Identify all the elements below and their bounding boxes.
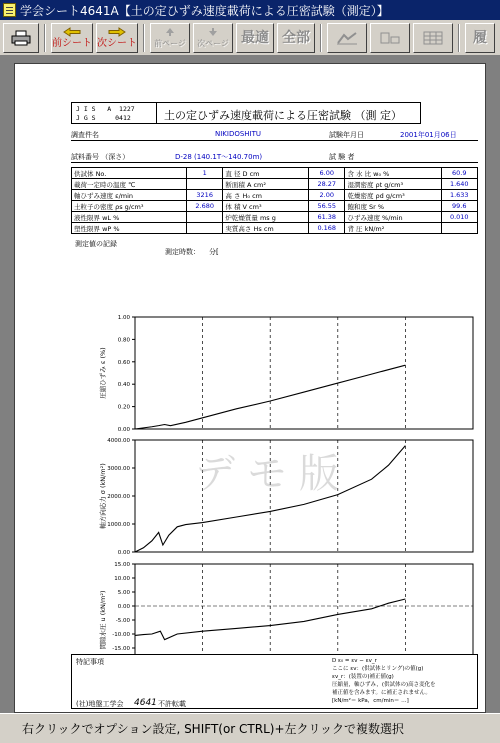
sample-value: D-28 (140.1T～140.70m) xyxy=(175,153,263,161)
toolbar-separator xyxy=(320,24,322,52)
table-value: 3216 xyxy=(186,190,222,201)
y-tick-label: 4000.00 xyxy=(107,438,130,444)
chart-caption-mid-value: 分[ xyxy=(209,248,219,256)
header-divider xyxy=(156,103,157,123)
table-label: 含 水 比 w₀ % xyxy=(345,168,441,179)
all-label: 全部 xyxy=(282,29,310,46)
table-value: 61.38 xyxy=(309,212,345,223)
table-label: 体 積 V cm³ xyxy=(223,201,309,212)
next-page-button[interactable] xyxy=(193,23,233,53)
latest-label: 最適 xyxy=(241,29,269,46)
table-value: 28.27 xyxy=(309,179,345,190)
table-label: 高 さ H₀ cm xyxy=(223,190,309,201)
table-label: 乾燥密度 ρd g/cm³ xyxy=(345,190,441,201)
y-tick-label: 1.00 xyxy=(117,315,130,321)
prev-sheet-label: 前シート xyxy=(52,38,92,49)
y-tick-label: 0.40 xyxy=(117,382,130,389)
plot-frame xyxy=(135,564,473,654)
y-tick-label: 0.20 xyxy=(117,404,130,411)
table-value: 99.6 xyxy=(441,201,477,212)
standard-codes: J I S A 1227 J G S 0412 xyxy=(76,105,135,122)
table-label: 実質高さ Hs cm xyxy=(223,223,309,234)
footer-note: εv_r：(装置の)補正値(g) xyxy=(332,674,394,680)
footer-org: (社)地盤工学会 xyxy=(76,700,124,708)
survey-value: NIKIDOSHITU xyxy=(215,130,262,138)
y-tick-label: 0.00 xyxy=(117,604,130,610)
table-icon xyxy=(422,32,444,44)
arrow-left-icon xyxy=(62,26,82,38)
latest-button[interactable] xyxy=(236,23,274,53)
sheet-title: 土の定ひずみ速度載荷による圧密試験 （測 定） xyxy=(164,109,402,122)
footer-note: ここに εv：(供試体とリング)の値(g) xyxy=(332,666,424,672)
date-value: 2001年01月06日 xyxy=(400,131,457,139)
footer-note: D ε₀ = εv − εv_r xyxy=(332,658,377,664)
table-row xyxy=(72,179,478,190)
table-row xyxy=(72,212,478,223)
chart-caption-mid: 測定時数： xyxy=(165,248,200,256)
sheet-header xyxy=(71,102,421,124)
footer-note: [kN/m²＝ kPa，cm/min＝ …] xyxy=(332,698,409,704)
table-label: 塑性限界 wP % xyxy=(72,223,187,234)
arrow-right-icon xyxy=(107,26,127,38)
y-tick-label: 15.00 xyxy=(114,562,130,568)
next-sheet-label: 次シート xyxy=(97,38,137,49)
table-value: 60.9 xyxy=(441,168,477,179)
date-label: 試験年月日 xyxy=(329,131,364,139)
tester-label: 試 験 者 xyxy=(329,153,355,161)
survey-underline xyxy=(71,140,478,141)
status-text: 右クリックでオプション設定, SHIFT(or CTRL)+左クリックで複数選択 xyxy=(22,722,405,736)
table-row xyxy=(72,223,478,234)
all-button[interactable] xyxy=(277,23,315,53)
footer-notes-box xyxy=(71,654,478,709)
table-label: ひずみ速度 %/min xyxy=(345,212,441,223)
document-view[interactable] xyxy=(0,56,500,713)
table-label: 断面積 A cm² xyxy=(223,179,309,190)
y-axis-label: 軸方向応力 σ (kN/m²) xyxy=(99,463,107,529)
table-value: 1.633 xyxy=(441,190,477,201)
table-row xyxy=(72,168,478,179)
chart-caption-left: 測定値の記録 xyxy=(75,240,117,248)
y-tick-label: 0.00 xyxy=(117,427,130,433)
demo-watermark: デモ版 xyxy=(195,451,351,497)
y-tick-label: 3000.00 xyxy=(107,466,130,472)
plot-frame xyxy=(135,317,473,429)
table-value xyxy=(441,223,477,234)
settings-icon xyxy=(379,32,401,44)
y-tick-label: -15.00 xyxy=(112,646,130,652)
footer-label: 特記事項 xyxy=(76,658,104,666)
sample-label: 試料番号 （深さ） xyxy=(71,153,130,161)
table-value: 0.010 xyxy=(441,212,477,223)
table-tool-button[interactable] xyxy=(413,23,453,53)
test-conditions-table xyxy=(71,167,478,234)
y-tick-label: -10.00 xyxy=(112,632,130,638)
table-value xyxy=(186,223,222,234)
arrow-down-icon xyxy=(208,26,218,38)
footer-note: 圧縮量，軸ひずみ，(供試体の)高さ変化を xyxy=(332,682,436,688)
table-label: 背 圧 kN/m² xyxy=(345,223,441,234)
table-value: 6.00 xyxy=(309,168,345,179)
table-label: 供試体 No. xyxy=(72,168,187,179)
table-value: 1.640 xyxy=(441,179,477,190)
y-tick-label: 10.00 xyxy=(114,576,130,582)
y-tick-label: 5.00 xyxy=(117,590,130,596)
app-icon xyxy=(3,3,16,17)
table-label: 炉乾燥質量 ms g xyxy=(223,212,309,223)
table-label: 湿潤密度 ρt g/cm³ xyxy=(345,179,441,190)
table-label: 直 径 D cm xyxy=(223,168,309,179)
prev-page-label: 前ページ xyxy=(154,39,186,48)
table-value: 56.55 xyxy=(309,201,345,212)
footer-notes xyxy=(332,657,436,705)
next-page-label: 次ページ xyxy=(197,39,229,48)
table-value xyxy=(186,179,222,190)
table-value: 2.680 xyxy=(186,201,222,212)
table-label: 載荷一定時の温度 ℃ xyxy=(72,179,187,190)
title-bar xyxy=(0,0,500,20)
settings-tool-button[interactable] xyxy=(370,23,410,53)
toolbar-separator xyxy=(458,24,460,52)
table-row xyxy=(72,190,478,201)
toolbar xyxy=(0,20,500,56)
next-sheet-button[interactable] xyxy=(96,23,138,53)
toolbar-separator xyxy=(143,24,145,52)
y-tick-label: 0.00 xyxy=(117,550,130,556)
table-row xyxy=(72,201,478,212)
table-label: 土粒子の密度 ρs g/cm³ xyxy=(72,201,187,212)
y-axis-label: 間隙水圧 u (kN/m²) xyxy=(99,590,107,650)
window-title: 学会シート4641A【土の定ひずみ速度載荷による圧密試験（測定）】 xyxy=(20,3,389,18)
y-tick-label: 0.80 xyxy=(117,337,130,344)
y-tick-label: 0.60 xyxy=(117,359,130,366)
history-label: 履 xyxy=(473,29,487,46)
y-axis-label: 圧縮ひずみ ε (%) xyxy=(99,347,107,399)
chart-icon xyxy=(336,32,358,44)
table-value: 2.00 xyxy=(309,190,345,201)
sheet-page xyxy=(14,63,486,713)
toolbar-separator xyxy=(44,24,46,52)
prev-sheet-button[interactable] xyxy=(51,23,93,53)
chart-tool-button[interactable] xyxy=(327,23,367,53)
history-button[interactable] xyxy=(465,23,495,53)
footer-note: 補正値を含みます。に補正されません。 xyxy=(332,690,431,696)
table-label: 軸ひずみ速度 ε/min xyxy=(72,190,187,201)
survey-label: 調査件名 xyxy=(71,131,99,139)
status-bar xyxy=(0,713,500,743)
prev-page-button[interactable] xyxy=(150,23,190,53)
footer-code-suffix: 不許転載 xyxy=(158,700,186,708)
y-tick-label: 1000.00 xyxy=(107,522,130,528)
y-tick-label: 2000.00 xyxy=(107,494,130,500)
table-value: 1 xyxy=(186,168,222,179)
printer-icon xyxy=(11,32,31,44)
table-label: 飽和度 Sr % xyxy=(345,201,441,212)
y-tick-label: -5.00 xyxy=(115,618,130,624)
arrow-up-icon xyxy=(165,26,175,38)
sample-underline xyxy=(71,162,478,163)
table-label: 液性限界 wL % xyxy=(72,212,187,223)
table-value: 0.168 xyxy=(309,223,345,234)
print-button[interactable] xyxy=(3,23,39,53)
footer-code: 4641 xyxy=(134,698,157,708)
table-value xyxy=(186,212,222,223)
